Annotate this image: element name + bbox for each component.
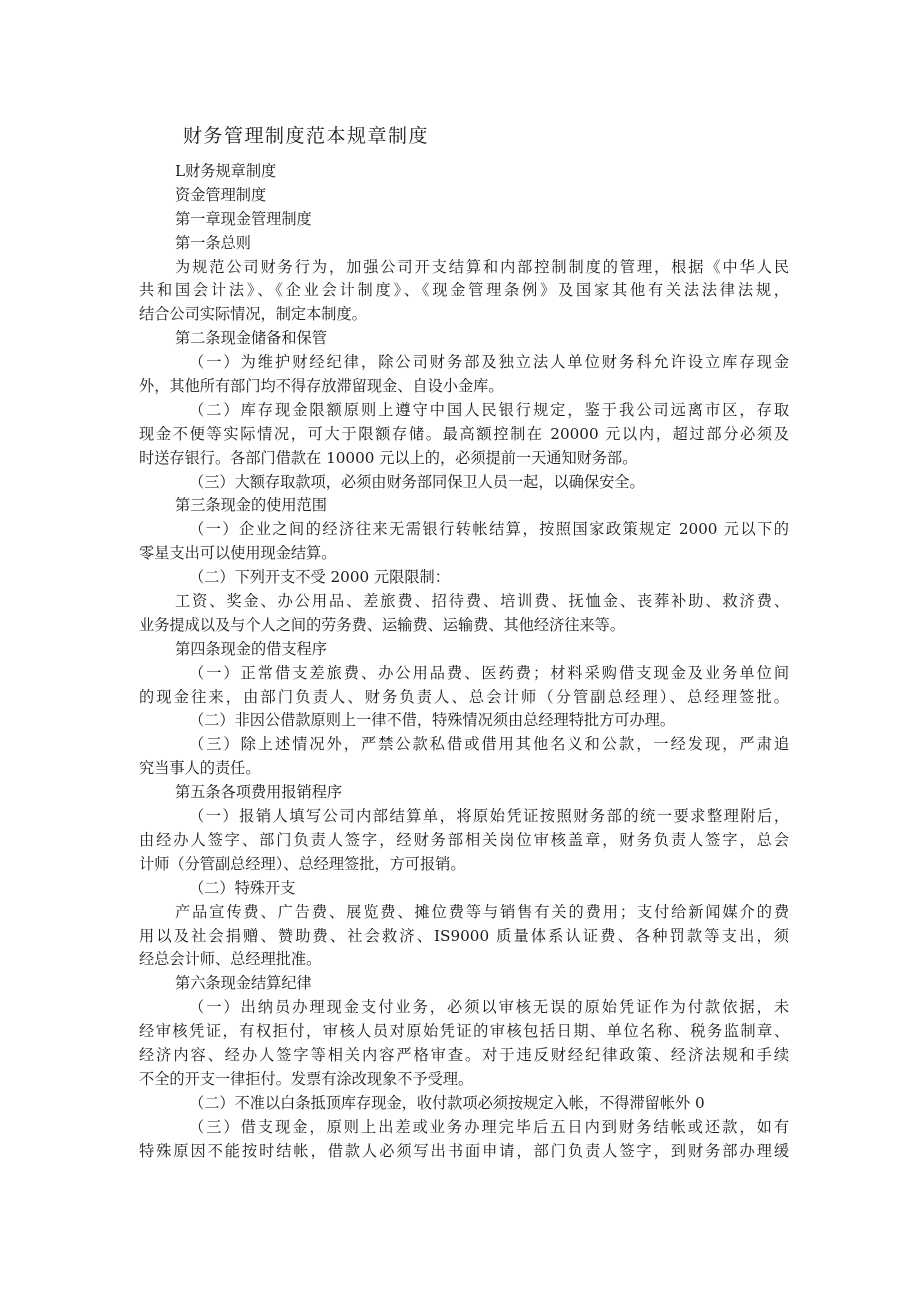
body-line: 资金管理制度 xyxy=(175,185,267,204)
body-line: 零星支出可以使用现金结算。 xyxy=(139,544,337,563)
body-line: 第四条现金的借支程序 xyxy=(175,639,327,658)
body-line: 用以及社会捐赠、赞助费、社会救济、IS9000 质量体系认证费、各种罚款等支出，须 xyxy=(139,926,789,945)
body-line: （一）为维护财经纪律，除公司财务部及独立法人单位财务科允许设立库存现金 xyxy=(189,353,789,372)
body-line: L财务规章制度 xyxy=(175,162,277,180)
body-line: 产品宣传费、广告费、展览费、摊位费等与销售有关的费用；支付给新闻媒介的费 xyxy=(175,902,789,921)
body-line: 特殊原因不能按时结帐，借款人必须写出书面申请，部门负责人签字，到财务部办理缓 xyxy=(139,1141,789,1160)
body-line: （二）不准以白条抵顶库存现金，收付款项必须按规定入帐，不得滞留帐外 0 xyxy=(189,1093,705,1112)
body-line: 第六条现金结算纪律 xyxy=(175,974,312,993)
document-body xyxy=(139,160,789,1163)
body-line: 第三条现金的使用范围 xyxy=(175,496,327,515)
body-line: 经审核凭证，有权拒付，审核人员对原始凭证的审核包括日期、单位名称、税务监制章、 xyxy=(139,1022,789,1041)
document-title: 财务管理制度范本规章制度 xyxy=(183,125,430,147)
body-line: （三）大额存取款项，必须由财务部同保卫人员一起，以确保安全。 xyxy=(189,472,645,491)
body-line: 第五条各项费用报销程序 xyxy=(175,783,343,802)
body-line: 第一条总则 xyxy=(175,233,251,252)
body-line: 共和国会计法》、《企业会计制度》、《现金管理条例》及国家其他有关法法律法规， xyxy=(139,281,789,300)
body-line: 业务提成以及与个人之间的劳务费、运输费、运输费、其他经济往来等。 xyxy=(139,615,625,634)
body-line: 由经办人签字、部门负责人签字，经财务部相关岗位审核盖章，财务负责人签字，总会 xyxy=(139,830,789,849)
body-line: 计师（分管副总经理）、总经理签批，方可报销。 xyxy=(139,854,466,873)
body-line: （一）报销人填写公司内部结算单，将原始凭证按照财务部的统一要求整理附后， xyxy=(189,807,789,826)
body-line: 第一章现金管理制度 xyxy=(175,209,312,228)
body-line: 经济内容、经办人签字等相关内容严格审查。对于违反财经纪律政策、经济法规和手续 xyxy=(139,1045,789,1064)
body-line: 为规范公司财务行为，加强公司开支结算和内部控制制度的管理，根据《中华人民 xyxy=(175,257,789,276)
body-line: 外，其他所有部门均不得存放滞留现金、自设小金库。 xyxy=(139,377,504,396)
body-line: （二）特殊开支 xyxy=(189,878,296,897)
body-line: （二）非因公借款原则上一律不借，特殊情况须由总经理特批方可办理。 xyxy=(189,711,675,730)
body-line: 究当事人的责任。 xyxy=(139,759,261,778)
body-line: （一）出纳员办理现金支付业务，必须以审核无误的原始凭证作为付款依据，未 xyxy=(189,998,789,1017)
body-line: 现金不便等实际情况，可大于限额存储。最高额控制在 20000 元以内，超过部分必须及 xyxy=(139,424,789,443)
body-line: 的现金往来，由部门负责人、财务负责人、总会计师（分管副总经理）、总经理签批。 xyxy=(139,687,789,706)
body-line: 结合公司实际情况，制定本制度。 xyxy=(139,305,367,324)
body-line: 第二条现金储备和保管 xyxy=(175,329,327,348)
body-line: （一）正常借支差旅费、办公用品费、医药费；材料采购借支现金及业务单位间 xyxy=(189,663,789,682)
body-line: 工资、奖金、办公用品、差旅费、招待费、培训费、抚恤金、丧葬补助、救济费、 xyxy=(175,592,789,611)
body-line: 经总会计师、总经理批准。 xyxy=(139,950,322,969)
body-line: （一）企业之间的经济往来无需银行转帐结算，按照国家政策规定 2000 元以下的 xyxy=(189,520,789,539)
body-line: 时送存银行。各部门借款在 10000 元以上的，必须提前一天通知财务部。 xyxy=(139,448,638,467)
body-line: 不全的开支一律拒付。发票有涂改现象不予受理。 xyxy=(139,1069,474,1088)
body-line: （三）除上述情况外，严禁公款私借或借用其他名义和公款，一经发现，严肃追 xyxy=(189,735,789,754)
body-line: （三）借支现金，原则上出差或业务办理完毕后五日内到财务结帐或还款，如有 xyxy=(189,1117,789,1136)
body-line: （二）下列开支不受 2000 元限限制： xyxy=(189,568,450,587)
body-line: （二）库存现金限额原则上遵守中国人民银行规定，鉴于我公司远离市区，存取 xyxy=(189,400,789,419)
